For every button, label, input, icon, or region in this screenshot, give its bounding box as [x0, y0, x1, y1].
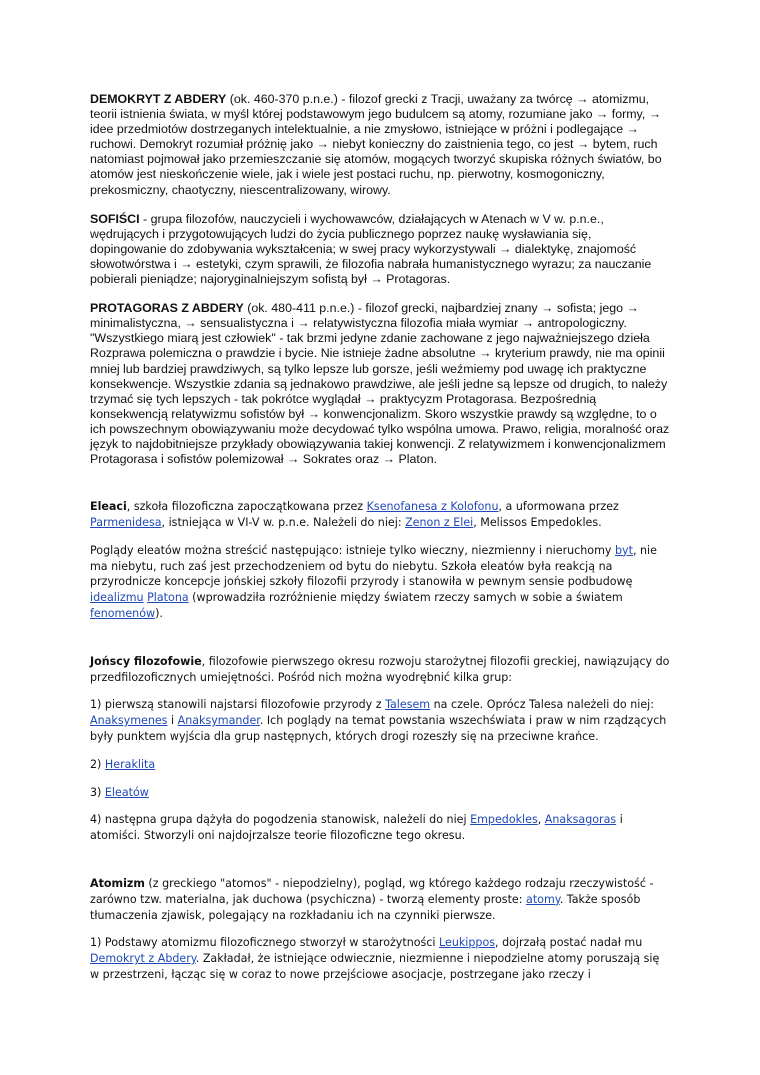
- text: na czele. Oprócz Talesa należeli do niej:: [430, 698, 654, 712]
- link-empedokles[interactable]: Empedokles: [470, 813, 538, 827]
- text: , dojrzałą postać nadał mu: [495, 936, 643, 950]
- text: i atomiści. Stworzyli oni najdojrzalsze teorie filozoficzne tego okresu.: [90, 813, 623, 843]
- text: , szkoła filozoficzna zapoczątkowana przez: [126, 500, 367, 514]
- link-byt[interactable]: byt: [615, 543, 633, 557]
- heading-atomizm: Atomizm: [90, 876, 145, 890]
- paragraph-protagoras: [90, 301, 670, 467]
- paragraph-podstawy-atomizmu: [90, 935, 670, 982]
- link-eleaci[interactable]: Eleatów: [104, 785, 149, 799]
- link-zenon[interactable]: Zenon z Elei: [405, 515, 474, 529]
- link-tales[interactable]: Talesem: [385, 698, 431, 712]
- text: 4) następna grupa dążyła do pogodzenia stanowisk, należeli do niej: [90, 813, 471, 827]
- paragraph-eleaci: [90, 499, 670, 531]
- text-sofisci: - grupa filozofów, nauczycieli i wychowawców, działających w Atenach w V w. p.n.e., wędrujących i przygotowujących ludzi do życia publicznego poprzez naukę wysławiania się, dopingowanie do zdobywania wykształcenia; w swej pracy wykorzystywali → dialektykę, znajomość słowotwórstwa i → estetyki, czym sprawili, że filozofia nabrała humanistycznego wyrazu; za nauczanie pobierali pieniądze; najoryginalniejszym sofistą był → Protagoras.: [90, 211, 652, 287]
- paragraph-demokryt: [90, 92, 670, 198]
- heading-protagoras: PROTAGORAS Z ABDERY: [90, 301, 244, 316]
- text: , Melissos Empedokles.: [473, 515, 602, 529]
- list-item-grupa-2: [90, 757, 670, 773]
- link-ksenofanes[interactable]: Ksenofanesa z Kolofonu: [366, 500, 499, 514]
- link-parmenides[interactable]: Parmenidesa: [90, 515, 162, 529]
- text: i: [167, 714, 178, 728]
- text: 3): [90, 785, 105, 799]
- link-heraklit[interactable]: Heraklita: [104, 757, 156, 771]
- link-platon[interactable]: Platona: [147, 591, 189, 605]
- paragraph-sofisci: [90, 212, 670, 287]
- text: , filozofowie pierwszego okresu rozwoju starożytnej filozofii greckiej, nawiązujący do przedfilozoficznych umiejętności. Pośród nich można wyodrębnić kilka grup:: [90, 654, 670, 684]
- list-item-grupa-1: [90, 697, 670, 744]
- heading-eleaci: Eleaci: [90, 500, 127, 514]
- text: . Ich poglądy na temat powstania wszechświata i praw w nim rządzących były punktem wyjścia dla grup następnych, których drogi rozeszły się na przeciwne krańce.: [90, 714, 667, 743]
- text: (wprowadziła rozróżnienie między światem rzeczy samych w sobie a światem: [188, 591, 623, 605]
- text: , nie ma niebytu, ruch zaś jest przechodzeniem od bytu do niebytu. Szkoła eleatów była reakcją na przyrodnicze koncepcje jońskiej szkoły filozofii przyrody i stanowiła w pewnym sensie podbudowę: [90, 543, 657, 589]
- paragraph-jonscy: [90, 654, 670, 686]
- text: , a uformowana przez: [498, 500, 619, 514]
- link-anaksymander[interactable]: Anaksymander: [177, 714, 260, 728]
- document-page: [90, 92, 670, 983]
- heading-demokryt: DEMOKRYT Z ABDERY: [90, 92, 227, 106]
- link-anaksagoras[interactable]: Anaksagoras: [544, 813, 617, 827]
- heading-sofisci: SOFIŚCI: [90, 211, 140, 226]
- text: (z greckiego "atomos" - niepodzielny), pogląd, wg którego każdego rodzaju rzeczywistość - zarówno tzw. materialna, jak duchowa (psychiczna) - tworzą elementy proste:: [90, 876, 654, 906]
- text: 2): [90, 757, 105, 771]
- text: 1) Podstawy atomizmu filozoficznego stworzył w starożytności: [90, 936, 440, 950]
- text: Poglądy eleatów można streścić następująco: istnieje tylko wieczny, niezmienny i nieruchomy: [90, 543, 615, 557]
- text-demokryt: (ok. 460-370 p.n.e.) - filozof grecki z Tracji, uważany za twórcę → atomizmu, teorii istnienia świata, w myśl której podstawowym jego budulcem są atomy, rozumiane jako → formy, → idee przedmiotów dostrzeganych intelektualnie, a nie zmysłowo, istniejące w próżni i podlegające → ruchowi. Demokryt rozumiał próżnię jako → niebyt konieczny do zaistnienia tego, co jest → bytem, ruch natomiast pojmował jako przemieszczanie się atomów, mogących tworzyć skupiska różnych światów, bo atomów jest nieskończenie wiele, jak i wiele jest postaci ruchu, np. pierwotny, kosmogoniczny, prekosmiczny, chaotyczny, niescentralizowany, wirowy.: [90, 92, 662, 197]
- text: , istniejąca w VI-V w. p.n.e. Należeli do niej:: [161, 515, 406, 529]
- heading-jonscy: Jońscy filozofowie: [90, 654, 202, 668]
- text: ,: [537, 813, 545, 827]
- text: ).: [155, 606, 163, 620]
- list-item-grupa-4: [90, 812, 670, 844]
- link-leukippos[interactable]: Leukippos: [439, 936, 496, 950]
- text: . Zakładał, że istniejące odwiecznie, niezmienne i niepodzielne atomy poruszają się w przestrzeni, łącząc się w coraz to nowe przejściowe asocjacje, postrzegane jako rzeczy i: [90, 952, 660, 981]
- link-anaksymenes[interactable]: Anaksymenes: [90, 714, 168, 728]
- link-fenomeny[interactable]: fenomenów: [90, 606, 156, 620]
- text-protagoras: (ok. 480-411 p.n.e.) - filozof grecki, najbardziej znany → sofista; jego → minimalistyczna, → sensualistyczna i → relatywistyczna filozofia miała wymiar → antropologiczny. "Wszystkiego miarą jest człowiek" - tak brzmi jedyne zdanie zachowane z jego najważniejszego dzieła Rozprawa polemiczna o prawdzie i bycie. Nie istnieje żadne absolutne → kryterium prawdy, nie ma opinii mniej lub bardziej prawdziwych, są tylko lepsze lub gorsze, jeśli weźmiemy pod uwagę ich praktyczne konsekwencje. Wszystkie zdania są jednakowo prawdziwe, ale jeśli jedne są lepsze od drugich, to należy trzymać się tych lepszych - tak pokrótce wyglądał → praktycyzm Protagorasa. Bezpośrednią konsekwencją relatywizmu sofistów był → konwencjonalizm. Skoro wszystkie prawdy są względne, to o ich powszechnym obowiązywaniu może decydować tylko wspólna umowa. Prawo, religia, moralność oraz język to najdobitniejsze przykłady obowiązywania takiej konwencji. Z relatywizmem i konwencjonalizmem Protagorasa i sofistów polemizował → Sokrates oraz → Platon.: [90, 301, 670, 467]
- paragraph-poglady-eleatow: [90, 543, 670, 622]
- link-atomy[interactable]: atomy: [526, 892, 560, 906]
- link-idealizm[interactable]: idealizmu: [90, 591, 144, 605]
- link-demokryt[interactable]: Demokryt z Abdery: [90, 952, 196, 966]
- text: 1) pierwszą stanowili najstarsi filozofowie przyrody z: [90, 698, 386, 712]
- paragraph-atomizm: [90, 876, 670, 923]
- list-item-grupa-3: [90, 785, 670, 801]
- text: . Także sposób tłumaczenia zjawisk, polegający na rozkładaniu ich na czynniki pierwsze.: [90, 892, 641, 922]
